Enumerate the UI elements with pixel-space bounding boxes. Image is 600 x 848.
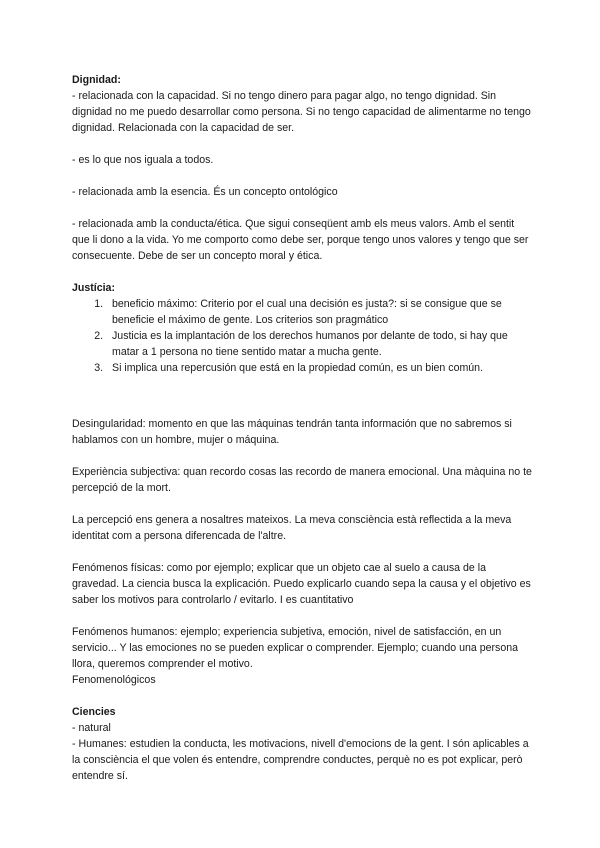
paragraph-percepcio: La percepció ens genera a nosaltres mateixos. La meva consciència està reflectida a la meva identitat com a persona diferencada de l'altre.	[72, 514, 512, 542]
paragraph-fisicas: Fenómenos físicas: como por ejemplo; explicar que un objeto cae al suelo a causa de la gravedad. La ciencia busca la explicación. Puedo explicarlo cuando sepa la causa y el objetivo es saber los motivos para controlarlo / evitarlo. I es cuantitativo	[72, 562, 531, 606]
heading-justicia: Justícia:	[72, 282, 115, 294]
list-item: 2. Justicia es la implantación de los derechos humanos por delante de todo, si hay que matar a 1 persona no tiene sentido matar a mucha gente.	[106, 328, 532, 360]
heading-dignidad: Dignidad:	[72, 74, 121, 86]
paragraph: - Humanes: estudien la conducta, les motivacions, nivell d'emocions de la gent. I són aplicables a la consciència el que volen és entendre, comprendre conductes, perquè no es pot explicar, però entendre sí.	[72, 738, 529, 782]
paragraph: - natural	[72, 722, 111, 734]
paragraph: - es lo que nos iguala a todos.	[72, 154, 214, 166]
paragraph-fenomenologicos: Fenomenológicos	[72, 674, 156, 686]
justicia-list	[72, 296, 532, 376]
paragraph: - relacionada amb la esencia. És un concepto ontológico	[72, 186, 338, 198]
paragraph: - relacionada amb la conducta/ética. Que sigui conseqüent amb els meus valors. Amb el sentit que li dono a la vida. Yo me comporto como debe ser, porque tengo unos valores y tengo que ser consecuente. Debe de ser un concepto moral y ética.	[72, 218, 529, 262]
paragraph-experiencia: Experiència subjectiva: quan recordo cosas las recordo de manera emocional. Una màquina no te percepció de la mort.	[72, 466, 532, 494]
paragraph: - relacionada con la capacidad. Si no tengo dinero para pagar algo, no tengo dignidad. Sin dignidad no me puedo desarrollar como persona. Si no tengo capacidad de alimentarme no tengo dignidad. Relacionada con la capacidad de ser.	[72, 90, 531, 134]
paragraph-humanos: Fenómenos humanos: ejemplo; experiencia subjetiva, emoción, nivel de satisfacción, en un servicio... Y las emociones no se pueden explicar o comprender. Ejemplo; cuando una persona llora, queremos comprender el motivo.	[72, 626, 518, 670]
list-item: 1. beneficio máximo: Criterio por el cual una decisión es justa?: si se consigue que se beneficie el máximo de gente. Los criterios son pragmático	[106, 296, 532, 328]
document-body	[72, 72, 532, 784]
paragraph-desingularidad: Desingularidad: momento en que las máquinas tendrán tanta información que no sabremos si hablamos con un hombre, mujer o máquina.	[72, 418, 512, 446]
list-item: 3. Si implica una repercusión que está en la propiedad común, es un bien común.	[106, 360, 532, 376]
heading-ciencies: Ciencies	[72, 706, 116, 718]
